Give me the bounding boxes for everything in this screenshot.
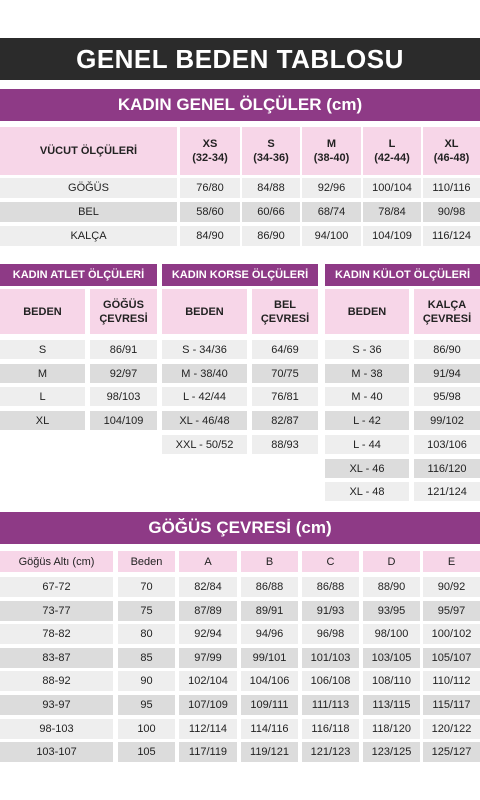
measure-label-1: KALÇA — [427, 298, 467, 311]
chest-header-cell: D — [363, 551, 420, 572]
chest-cell: 114/116 — [241, 719, 298, 739]
chest-cell: 95/97 — [423, 601, 480, 621]
chest-cell: 70 — [118, 577, 175, 597]
chest-cell: 93-97 — [0, 695, 113, 715]
chest-cell: 87/89 — [179, 601, 237, 621]
kulot-heading: KADIN KÜLOT ÖLÇÜLERİ — [325, 264, 480, 286]
general-cell: 116/124 — [423, 226, 480, 246]
chest-cell: 73-77 — [0, 601, 113, 621]
size-label: S — [267, 138, 275, 150]
size-label: M — [326, 138, 337, 150]
general-cell: 100/104 — [363, 178, 421, 198]
korse-heading: KADIN KORSE ÖLÇÜLERİ — [162, 264, 318, 286]
chest-cell: 103/105 — [363, 648, 420, 668]
korse-row-size: L - 42/44 — [162, 387, 247, 406]
atlet-row-value: 92/97 — [90, 364, 157, 383]
chest-cell: 105 — [118, 742, 175, 762]
measure-label-2: ÇEVRESİ — [422, 312, 472, 325]
page-title: GENEL BEDEN TABLOSU — [0, 38, 480, 80]
atlet-row-size: XL — [0, 411, 85, 430]
chest-section-heading: GÖĞÜS ÇEVRESİ (cm) — [0, 512, 480, 544]
chest-header-cell: Göğüs Altı (cm) — [0, 551, 113, 572]
chest-cell: 110/112 — [423, 671, 480, 691]
atlet-row-value: 98/103 — [90, 387, 157, 406]
general-corner-header: VÜCUT ÖLÇÜLERİ — [0, 127, 177, 175]
chest-cell: 123/125 — [363, 742, 420, 762]
chest-cell: 98/100 — [363, 624, 420, 644]
chest-header-cell: C — [302, 551, 359, 572]
general-cell: 92/96 — [302, 178, 361, 198]
chest-cell: 75 — [118, 601, 175, 621]
measure-label-2: ÇEVRESİ — [260, 312, 310, 325]
chest-cell: 117/119 — [179, 742, 237, 762]
kulot-row-value: 103/106 — [414, 435, 480, 454]
chest-cell: 111/113 — [302, 695, 359, 715]
general-cell: 60/66 — [242, 202, 300, 222]
korse-row-size: M - 38/40 — [162, 364, 247, 383]
atlet-row-size: L — [0, 387, 85, 406]
chest-cell: 82/84 — [179, 577, 237, 597]
general-cell: 76/80 — [180, 178, 240, 198]
general-row-label: GÖĞÜS — [0, 178, 177, 198]
chest-cell: 91/93 — [302, 601, 359, 621]
atlet-row-value: 86/91 — [90, 340, 157, 359]
chest-cell: 97/99 — [179, 648, 237, 668]
chest-cell: 67-72 — [0, 577, 113, 597]
kulot-row-size: XL - 46 — [325, 459, 409, 478]
size-label: L — [388, 138, 396, 150]
korse-header-measure — [252, 289, 318, 334]
size-label: XS — [202, 138, 218, 150]
general-section-heading: KADIN GENEL ÖLÇÜLER (cm) — [0, 89, 480, 121]
kulot-row-size: L - 42 — [325, 411, 409, 430]
chest-cell: 100 — [118, 719, 175, 739]
kulot-row-size: M - 38 — [325, 364, 409, 383]
kulot-header-measure — [414, 289, 480, 334]
general-size-header — [180, 127, 240, 175]
atlet-row-size: M — [0, 364, 85, 383]
chest-cell: 107/109 — [179, 695, 237, 715]
chest-cell: 103-107 — [0, 742, 113, 762]
chest-cell: 108/110 — [363, 671, 420, 691]
chest-cell: 89/91 — [241, 601, 298, 621]
size-range: (32-34) — [192, 152, 228, 164]
size-range: (34-36) — [253, 152, 289, 164]
korse-header-beden: BEDEN — [162, 289, 247, 334]
chest-cell: 125/127 — [423, 742, 480, 762]
chest-cell: 96/98 — [302, 624, 359, 644]
chest-cell: 109/111 — [241, 695, 298, 715]
korse-row-value: 88/93 — [252, 435, 318, 454]
chest-cell: 95 — [118, 695, 175, 715]
kulot-row-size: XL - 48 — [325, 482, 409, 501]
measure-label-1: BEL — [274, 298, 296, 311]
chest-header-cell: E — [423, 551, 480, 572]
general-cell: 58/60 — [180, 202, 240, 222]
chest-cell: 78-82 — [0, 624, 113, 644]
atlet-header-beden: BEDEN — [0, 289, 85, 334]
atlet-header-measure — [90, 289, 157, 334]
chest-cell: 113/115 — [363, 695, 420, 715]
chest-cell: 86/88 — [241, 577, 298, 597]
korse-row-value: 76/81 — [252, 387, 318, 406]
general-cell: 68/74 — [302, 202, 361, 222]
chest-cell: 99/101 — [241, 648, 298, 668]
kulot-row-value: 86/90 — [414, 340, 480, 359]
general-size-header — [423, 127, 480, 175]
chest-cell: 119/121 — [241, 742, 298, 762]
measure-label-1: GÖĞÜS — [103, 298, 144, 311]
chest-cell: 88/90 — [363, 577, 420, 597]
kulot-row-size: S - 36 — [325, 340, 409, 359]
chest-cell: 80 — [118, 624, 175, 644]
kulot-row-value: 95/98 — [414, 387, 480, 406]
chest-cell: 116/118 — [302, 719, 359, 739]
atlet-row-size: S — [0, 340, 85, 359]
chest-cell: 93/95 — [363, 601, 420, 621]
chest-header-cell: A — [179, 551, 237, 572]
chest-header-cell: B — [241, 551, 298, 572]
general-cell: 86/90 — [242, 226, 300, 246]
kulot-row-value: 116/120 — [414, 459, 480, 478]
size-range: (42-44) — [374, 152, 410, 164]
chest-cell: 121/123 — [302, 742, 359, 762]
chest-cell: 83-87 — [0, 648, 113, 668]
korse-row-value: 64/69 — [252, 340, 318, 359]
korse-row-value: 70/75 — [252, 364, 318, 383]
korse-row-size: XL - 46/48 — [162, 411, 247, 430]
kulot-row-value: 121/124 — [414, 482, 480, 501]
chest-cell: 101/103 — [302, 648, 359, 668]
chest-cell: 100/102 — [423, 624, 480, 644]
atlet-heading: KADIN ATLET ÖLÇÜLERİ — [0, 264, 157, 286]
general-cell: 104/109 — [363, 226, 421, 246]
kulot-header-beden: BEDEN — [325, 289, 409, 334]
measure-label-2: ÇEVRESİ — [99, 312, 148, 325]
korse-row-size: XXL - 50/52 — [162, 435, 247, 454]
chest-cell: 106/108 — [302, 671, 359, 691]
chest-cell: 90/92 — [423, 577, 480, 597]
general-size-header — [363, 127, 421, 175]
chest-cell: 98-103 — [0, 719, 113, 739]
chest-cell: 86/88 — [302, 577, 359, 597]
korse-row-size: S - 34/36 — [162, 340, 247, 359]
chest-cell: 102/104 — [179, 671, 237, 691]
kulot-row-size: M - 40 — [325, 387, 409, 406]
general-size-header — [242, 127, 300, 175]
chest-cell: 85 — [118, 648, 175, 668]
general-cell: 110/116 — [423, 178, 480, 198]
chest-cell: 92/94 — [179, 624, 237, 644]
kulot-row-size: L - 44 — [325, 435, 409, 454]
kulot-row-value: 99/102 — [414, 411, 480, 430]
korse-row-value: 82/87 — [252, 411, 318, 430]
general-cell: 94/100 — [302, 226, 361, 246]
chest-cell: 118/120 — [363, 719, 420, 739]
chest-cell: 94/96 — [241, 624, 298, 644]
size-label: XL — [444, 138, 459, 150]
kulot-row-value: 91/94 — [414, 364, 480, 383]
chest-cell: 104/106 — [241, 671, 298, 691]
chest-cell: 105/107 — [423, 648, 480, 668]
chest-header-cell: Beden — [118, 551, 175, 572]
size-range: (46-48) — [433, 152, 470, 164]
chest-cell: 88-92 — [0, 671, 113, 691]
general-cell: 84/88 — [242, 178, 300, 198]
general-row-label: KALÇA — [0, 226, 177, 246]
chest-cell: 90 — [118, 671, 175, 691]
chest-cell: 112/114 — [179, 719, 237, 739]
general-cell: 90/98 — [423, 202, 480, 222]
atlet-row-value: 104/109 — [90, 411, 157, 430]
general-cell: 84/90 — [180, 226, 240, 246]
chest-cell: 115/117 — [423, 695, 480, 715]
general-cell: 78/84 — [363, 202, 421, 222]
chest-cell: 120/122 — [423, 719, 480, 739]
general-row-label: BEL — [0, 202, 177, 222]
general-size-header — [302, 127, 361, 175]
size-range: (38-40) — [313, 152, 350, 164]
